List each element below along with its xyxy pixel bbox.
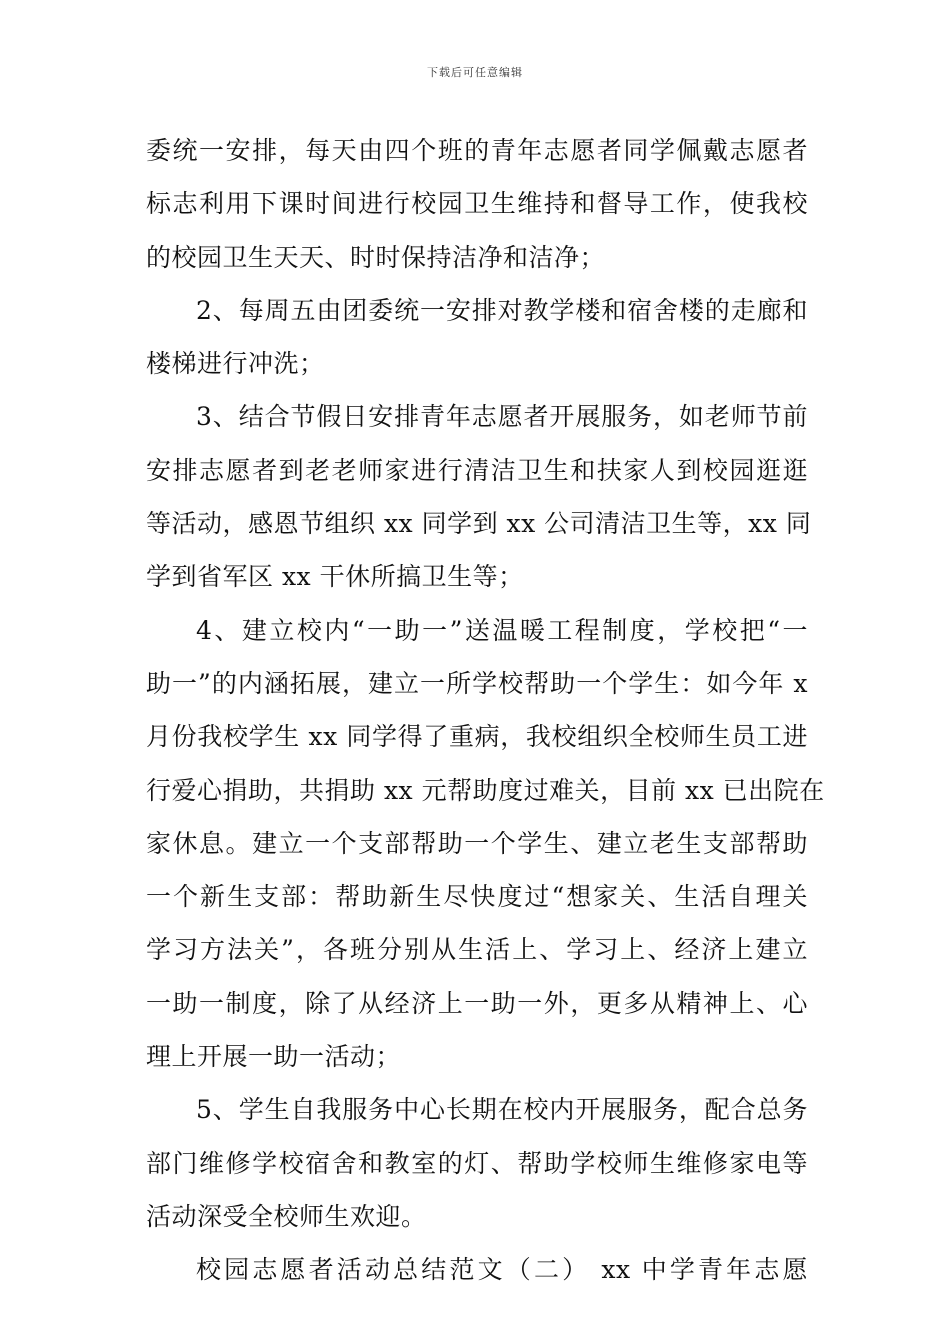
text-line: 助一”的内涵拓展，建立一所学校帮助一个学生：如今年 x bbox=[146, 668, 808, 698]
document-body bbox=[146, 124, 825, 1297]
text-line: 活动深受全校师生欢迎。 bbox=[146, 1201, 427, 1231]
text-line: 等活动，感恩节组织 xx 同学到 xx 公司清洁卫生等，xx 同 bbox=[146, 509, 812, 539]
page-header-note: 下载后可任意编辑 bbox=[427, 66, 523, 79]
text-line: 家休息。建立一个支部帮助一个学生、建立老生支部帮助 bbox=[146, 828, 808, 858]
text-line: 学到省军区 xx 干休所搞卫生等； bbox=[146, 562, 524, 592]
text-line: 理上开展一助一活动； bbox=[146, 1042, 402, 1072]
text-line: 一个新生支部：帮助新生尽快度过“想家关、生活自理关 bbox=[146, 882, 808, 912]
text-line: 一助一制度，除了从经济上一助一外，更多从精神上、心 bbox=[146, 988, 808, 1018]
text-line: 安排志愿者到老老师家进行清洁卫生和扶家人到校园逛逛 bbox=[146, 455, 808, 485]
text-line: 的校园卫生天天、时时保持洁净和洁净； bbox=[146, 242, 606, 272]
section-title-line: 校园志愿者活动总结范文（二） xx 中学青年志愿 bbox=[196, 1255, 808, 1285]
text-line: 3、结合节假日安排青年志愿者开展服务，如老师节前 bbox=[196, 402, 808, 432]
text-line: 5、学生自我服务中心长期在校内开展服务，配合总务 bbox=[196, 1095, 808, 1125]
text-line: 标志利用下课时间进行校园卫生维持和督导工作，使我校 bbox=[146, 189, 808, 219]
text-line: 部门维修学校宿舍和教室的灯、帮助学校师生维修家电等 bbox=[146, 1148, 808, 1178]
text-line: 楼梯进行冲洗； bbox=[146, 349, 325, 379]
text-line: 委统一安排，每天由四个班的青年志愿者同学佩戴志愿者 bbox=[146, 136, 808, 165]
text-line: 月份我校学生 xx 同学得了重病，我校组织全校师生员工进 bbox=[146, 722, 808, 752]
text-line: 4、建立校内“一助一”送温暖工程制度，学校把“一 bbox=[196, 615, 808, 645]
text-line: 学习方法关”，各班分别从生活上、学习上、经济上建立 bbox=[146, 935, 808, 965]
text-line: 2、每周五由团委统一安排对教学楼和宿舍楼的走廊和 bbox=[196, 295, 808, 325]
text-line: 行爱心捐助，共捐助 xx 元帮助度过难关，目前 xx 已出院在 bbox=[146, 775, 825, 805]
